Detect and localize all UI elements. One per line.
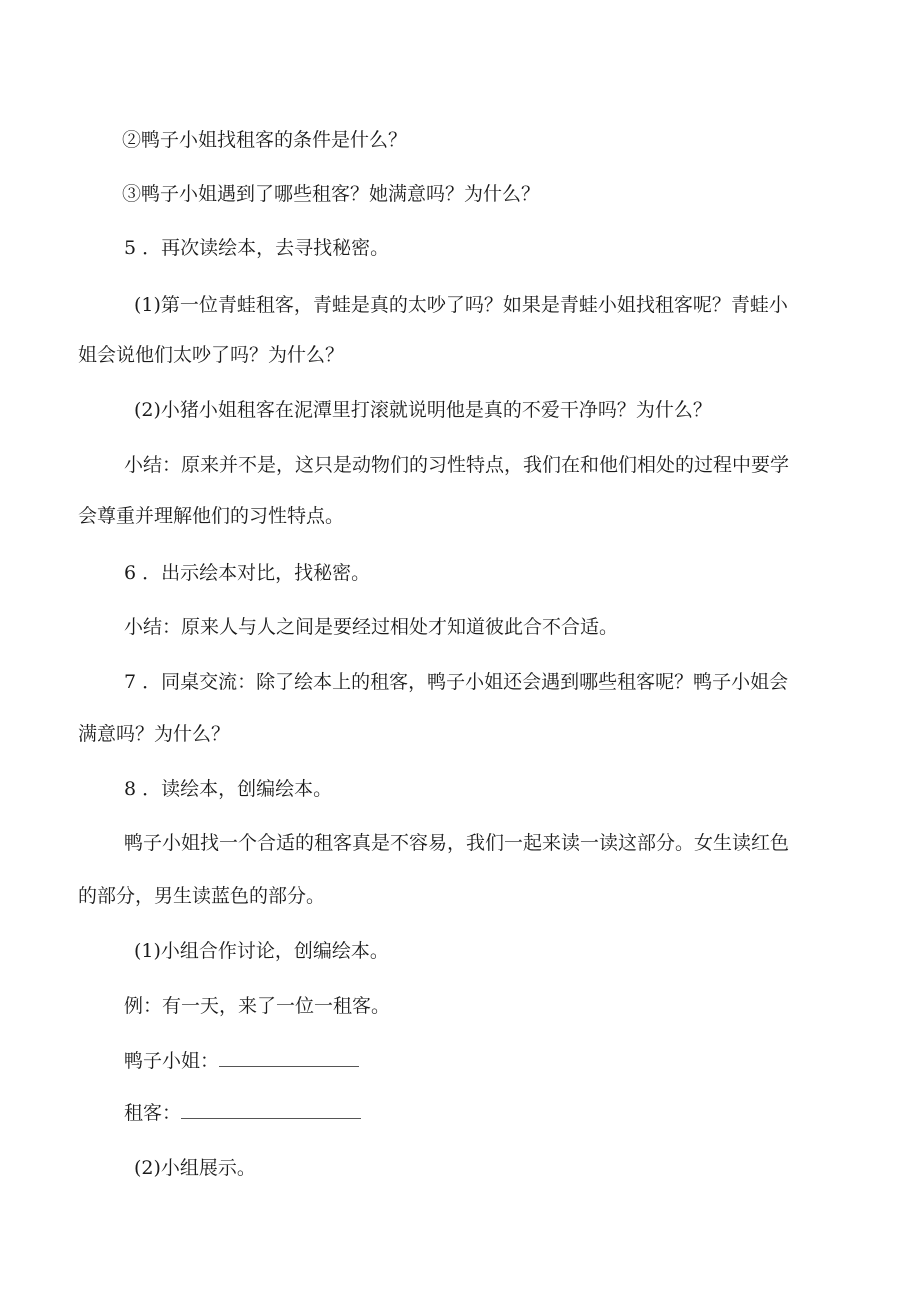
duck-label: 鸭子小姐： [124,1050,220,1072]
step-7-line-2: 满意吗？为什么？ [78,723,231,745]
question-3: ③鸭子小姐遇到了哪些租客？她满意吗？为什么？ [122,183,541,205]
step-7-line-1: 7 ．同桌交流：除了绘本上的租客，鸭子小姐还会遇到哪些租客呢？鸭子小姐会 [124,671,789,693]
duck-dialogue-line [0,1048,920,1073]
tenant-label: 租客： [124,1102,182,1124]
summary-1-line-1: 小结：原来并不是，这只是动物们的习性特点，我们在和他们相处的过程中要学 [124,454,790,476]
step-8-paragraph-line-1: 鸭子小姐找一个合适的租客真是不容易，我们一起来读一读这部分。女生读红色 [124,832,790,854]
summary-2: 小结：原来人与人之间是要经过相处才知道彼此合不合适。 [124,616,619,638]
step-5-heading: 5 ．再次读绘本，去寻找秘密。 [124,237,390,259]
step-5-item-1-line-1: (1)第一位青蛙租客，青蛙是真的太吵了吗？如果是青蛙小姐找租客呢？青蛙小 [134,294,788,316]
tenant-dialogue-line [0,1100,920,1125]
example-line: 例：有一天，来了一位一租客。 [124,995,391,1017]
step-6-heading: 6 ．出示绘本对比，找秘密。 [124,562,371,584]
summary-1-line-2: 会尊重并理解他们的习性特点。 [78,505,345,527]
step-8-heading: 8 ．读绘本，创编绘本。 [124,778,333,800]
duck-answer-blank [219,1048,359,1067]
tenant-answer-blank [181,1100,361,1119]
step-8-paragraph-line-2: 的部分，男生读蓝色的部分。 [78,885,326,907]
step-5-item-1-line-2: 姐会说他们太吵了吗？为什么？ [78,344,345,366]
step-8-item-1: (1)小组合作讨论，创编绘本。 [134,940,389,962]
question-2: ②鸭子小姐找租客的条件是什么？ [122,129,408,151]
step-8-item-2: (2)小组展示。 [134,1157,256,1179]
step-5-item-2: (2)小猪小姐租客在泥潭里打滚就说明他是真的不爱干净吗？为什么？ [134,399,712,421]
